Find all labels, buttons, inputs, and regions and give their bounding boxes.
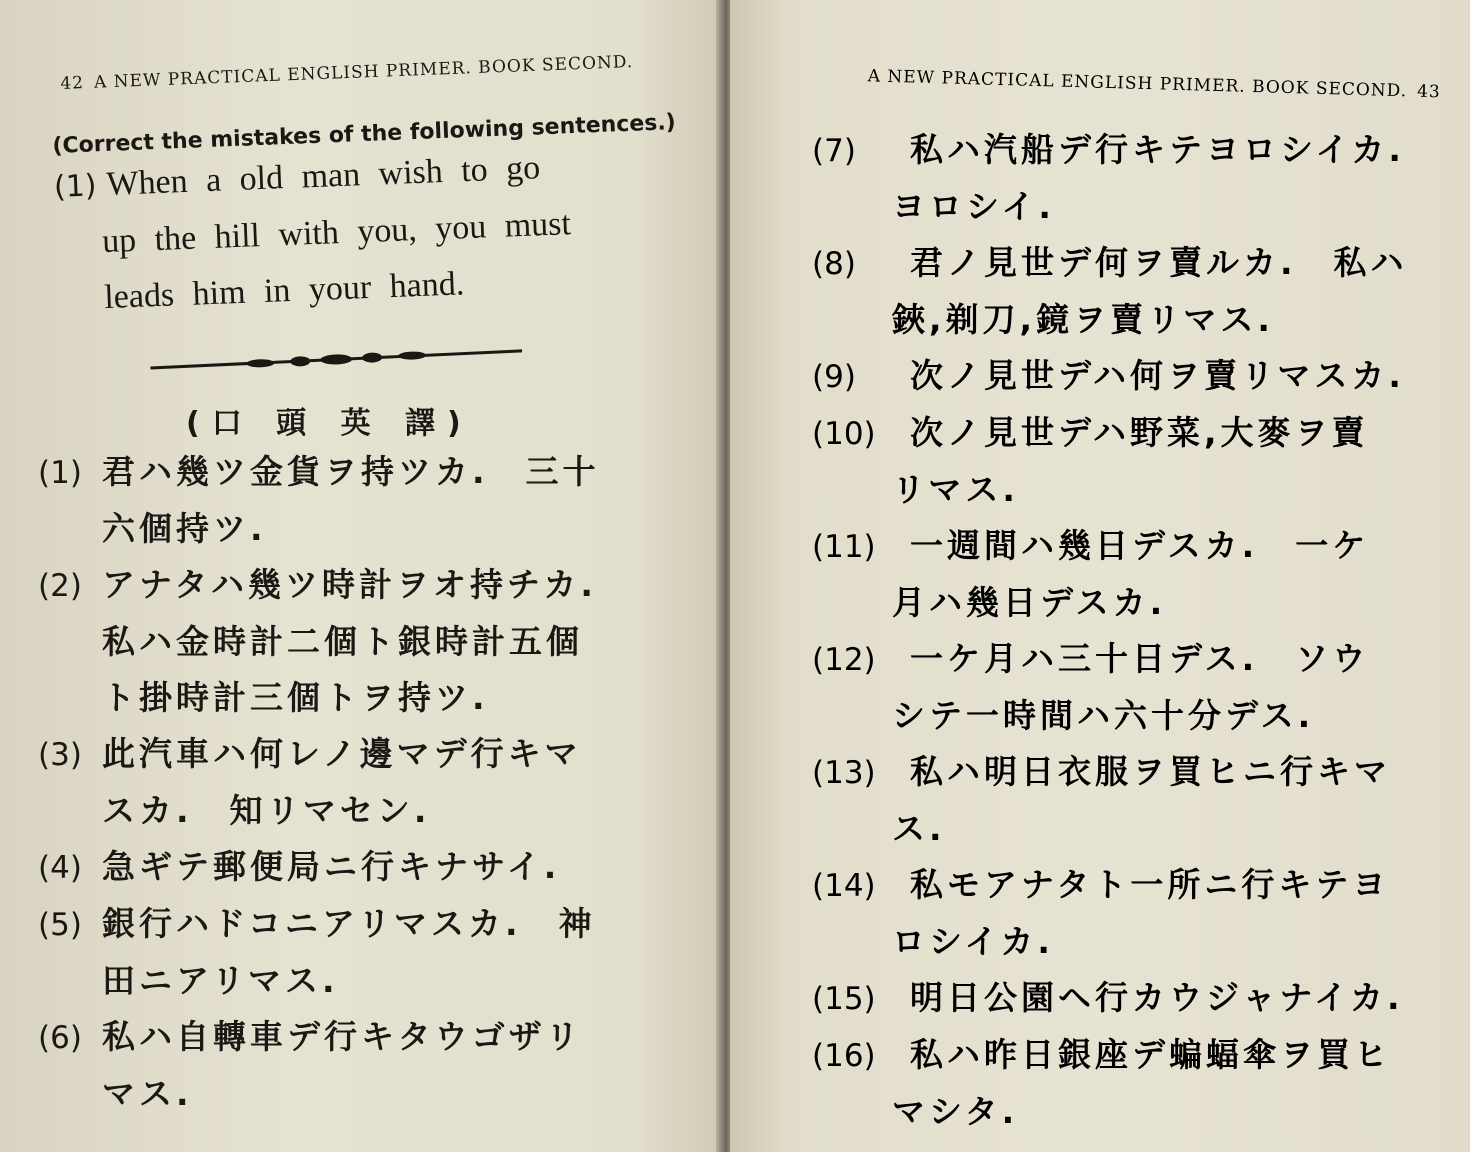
item-number: (4) (38, 850, 82, 886)
translation-list-left (38, 444, 678, 1122)
section-title: (口 頭 英 譯) (186, 406, 473, 441)
page-number-left: 42 (60, 73, 85, 94)
item-number: (8) (812, 246, 856, 282)
item-number: (7) (812, 133, 856, 169)
translation-item (812, 970, 1452, 1027)
item-line: ト掛時計三個トヲ持ツ. (102, 678, 489, 717)
item-line: ヨロシイ. (892, 187, 1055, 226)
exercise-line-text: When a old man wish to go (105, 149, 541, 203)
item-line: 私ハ自轉車デ行キタウゴザリ (102, 1017, 583, 1056)
item-line: 鋏,剃刀,鏡ヲ賣リマス. (892, 300, 1274, 339)
exercise-line: up the hill with you, you must (101, 205, 572, 261)
item-line: 君ノ見世デ何ヲ賣ルカ. 私ハ (910, 243, 1408, 282)
item-number: (2) (38, 568, 82, 604)
item-line: 田ニアリマス. (102, 961, 339, 1000)
item-number: (1) (38, 455, 82, 491)
translation-item (38, 557, 678, 726)
translation-item (38, 444, 678, 557)
item-line: 六個持ツ. (102, 509, 267, 548)
item-line: ロシイカ. (892, 922, 1054, 961)
translation-item (38, 896, 678, 1009)
item-line: リマス. (892, 470, 1019, 509)
item-number: (16) (812, 1038, 876, 1074)
exercise-line: leads him in your hand. (103, 265, 465, 317)
translation-item (812, 518, 1452, 631)
running-head-title-right: A NEW PRACTICAL ENGLISH PRIMER. BOOK SECOND. (867, 66, 1408, 102)
translation-item (812, 122, 1452, 235)
exercise-instruction: (Correct the mistakes of the following sentences.) (52, 110, 677, 159)
item-number: (11) (812, 529, 876, 565)
item-line: 一週間ハ幾日デスカ. 一ケ (910, 526, 1370, 565)
running-head-left (60, 52, 644, 94)
translation-item (812, 1027, 1452, 1140)
running-head-title-left: A NEW PRACTICAL ENGLISH PRIMER. BOOK SECOND. (93, 51, 634, 93)
item-line: シテ一時間ハ六十分デス. (892, 696, 1315, 735)
item-line: 私ハ金時計二個ト銀時計五個 (102, 622, 583, 661)
item-line: 急ギテ郵便局ニ行キナサイ. (102, 847, 561, 886)
item-line: 私ハ明日衣服ヲ買ヒニ行キマ (910, 752, 1391, 791)
item-number: (15) (812, 981, 876, 1017)
exercise-number: (1) (53, 168, 98, 205)
item-line: 次ノ見世デハ野菜,大麥ヲ賣 (910, 413, 1369, 452)
item-line: 私モアナタト一所ニ行キテヨ (910, 865, 1390, 904)
item-line: 次ノ見世デハ何ヲ賣リマスカ. (910, 356, 1405, 395)
item-line: マシタ. (892, 1092, 1019, 1131)
translation-list-right (812, 122, 1452, 1140)
item-line: 此汽車ハ何レノ邊マデ行キマ (102, 734, 582, 773)
item-number: (13) (812, 755, 876, 791)
translation-item (38, 726, 678, 839)
translation-item (38, 1009, 678, 1122)
item-line: 銀行ハドコニアリマスカ. 神 (102, 904, 596, 943)
page-number-right: 43 (1416, 81, 1442, 103)
translation-item (812, 348, 1452, 405)
item-line: 君ハ幾ツ金貨ヲ持ツカ. 三十 (102, 452, 600, 491)
translation-item (812, 631, 1452, 744)
item-line: 一ケ月ハ三十日デス. ソウ (910, 639, 1370, 678)
item-line: 月ハ幾日デスカ. (892, 583, 1167, 622)
item-line: アナタハ幾ツ時計ヲオ持チカ. (102, 565, 597, 604)
item-number: (6) (38, 1020, 82, 1056)
translation-item (38, 839, 678, 896)
item-line: 明日公園ヘ行カウジャナイカ. (910, 978, 1404, 1017)
item-line: マス. (102, 1074, 193, 1113)
item-number: (5) (38, 907, 82, 943)
item-line: 私ハ汽船デ行キテヨロシイカ. (910, 130, 1405, 169)
translation-item (812, 744, 1452, 857)
translation-item (812, 857, 1452, 970)
item-number: (10) (812, 416, 876, 452)
item-number: (9) (812, 359, 856, 395)
item-number: (3) (38, 737, 82, 773)
translation-item (812, 405, 1452, 518)
item-number: (14) (812, 868, 876, 904)
translation-item (812, 235, 1452, 348)
left-page (0, 0, 722, 1152)
english-exercise (52, 110, 677, 328)
item-line: ス. (892, 809, 946, 848)
ornamental-divider (150, 341, 523, 380)
item-line: 私ハ昨日銀座デ蝙蝠傘ヲ買ヒ (910, 1035, 1391, 1074)
item-line: スカ. 知リマセン. (102, 791, 431, 830)
item-number: (12) (812, 642, 876, 678)
